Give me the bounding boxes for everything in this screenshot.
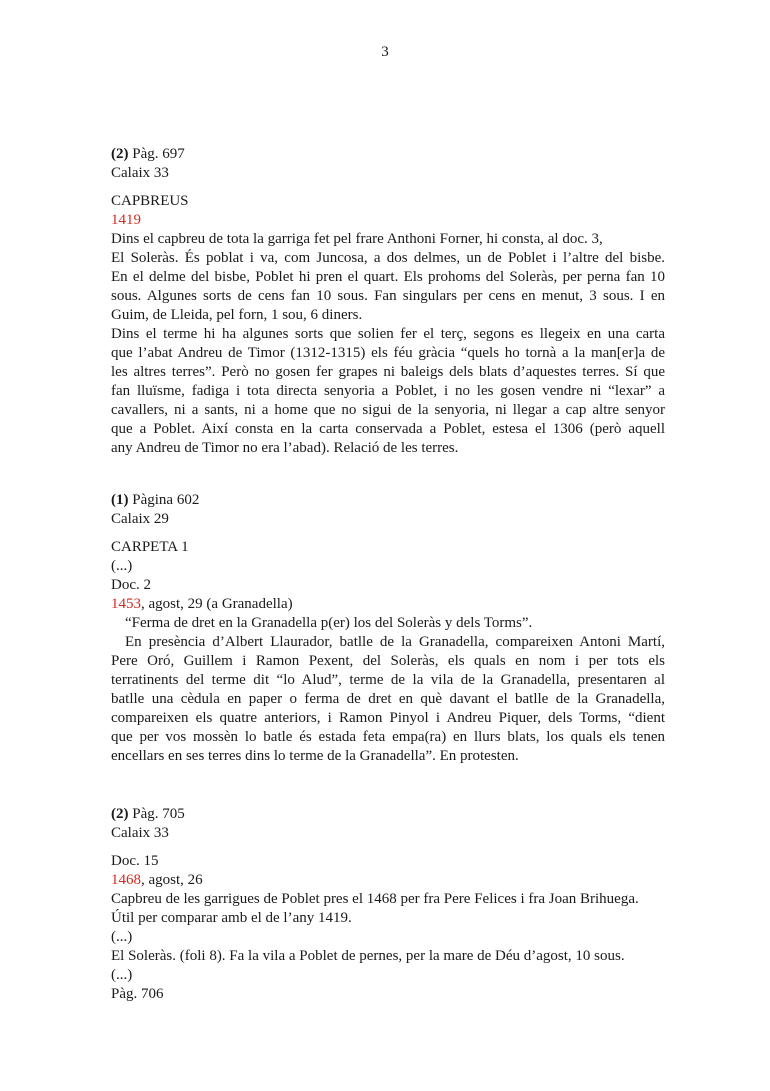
box-label: Calaix 33 [111, 825, 169, 841]
text-line: batlle una cèdula en paper o ferma de dret en què davant el batlle de la Granadella, [111, 691, 665, 707]
text-line: que per vos mossèn lo batle és estada feta empa(ra) en llurs blats, los quals els tenen [111, 729, 665, 745]
text-line: que a Poblet. Així consta en la carta conservada a Poblet, estesa el 1306 (però aquell [111, 421, 665, 437]
section-carpeta [111, 491, 665, 766]
text-line: Pere Oró, Guillem i Ramon Pexent, del Soleràs, els quals en nom i per tots els [111, 653, 665, 669]
text-line: Guim, de Lleida, pel forn, 1 sou, 6 diners. [111, 307, 363, 323]
text-line: cavallers, ni a sants, ni a home que no sigui de la senyoria, ni llegar a cap altre senyor [111, 402, 665, 418]
text-line: any Andreu de Timor no era l’abad). Relació de les terres. [111, 440, 459, 456]
page-reference: Pàg. 706 [111, 986, 164, 1002]
text-line: encellars en ses terres dins lo terme de la Granadella”. En protesten. [111, 748, 519, 764]
text-line: terratinents del terme dit “lo Alud”, terme de la vila de la Granadella, presentaren al [111, 672, 665, 688]
reference-line [111, 145, 665, 164]
reference-number: (2) [111, 146, 129, 162]
reference-number: (2) [111, 806, 129, 822]
year-label: 1419 [111, 212, 141, 228]
text-line: les altres terres”. Però no gosen fer grapes ni baleigs dels blats d’aquestes terres. Sí que [111, 364, 665, 380]
date-rest: , agost, 26 [141, 872, 203, 888]
text-line: El Soleràs. (foli 8). Fa la vila a Poblet de pernes, per la mare de Déu d’agost, 10 sous. [111, 948, 625, 964]
box-label: Calaix 33 [111, 165, 169, 181]
ellipsis: (...) [111, 558, 133, 574]
section-heading: CARPETA 1 [111, 539, 189, 555]
text-line: En el delme del bisbe, Poblet hi pren el quart. Els prohoms del Soleràs, per perna fan 10 [111, 269, 665, 285]
text-line: Útil per comparar amb el de l’any 1419. [111, 910, 352, 926]
reference-line [111, 805, 665, 824]
box-label: Calaix 29 [111, 511, 169, 527]
date-line [111, 595, 665, 614]
text-line: Dins el capbreu de tota la garriga fet pel frare Anthoni Forner, hi consta, al doc. 3, [111, 231, 603, 247]
year-label: 1453 [111, 596, 141, 612]
text-line: En presència d’Albert Llaurador, batlle de la Granadella, compareixen Antoni Martí, [125, 634, 665, 650]
reference-page: Pàg. 705 [128, 806, 185, 822]
section-heading: CAPBREUS [111, 193, 189, 209]
page-number: 3 [381, 44, 389, 60]
text-line: “Ferma de dret en la Granadella p(er) los del Soleràs y dels Torms”. [125, 615, 533, 631]
text-line: compareixen els quatre anteriors, i Ramon Pinyol i Andreu Piquer, dels Torms, “dient [111, 710, 665, 726]
ellipsis: (...) [111, 929, 133, 945]
date-rest: , agost, 29 (a Granadella) [141, 596, 293, 612]
ellipsis: (...) [111, 967, 133, 983]
reference-page: Pàgina 602 [128, 492, 200, 508]
doc-label: Doc. 15 [111, 853, 159, 869]
text-line: fan lluïsme, fadiga i tota directa senyoria a Poblet, i no les gosen vendre ni “lexar” a [111, 383, 665, 399]
section-capbreus [111, 145, 665, 458]
text-line: Capbreu de les garrigues de Poblet pres el 1468 per fra Pere Felices i fra Joan Brihuega. [111, 891, 639, 907]
text-line: sous. Algunes sorts de cens fan 10 sous. Fan singulars per cens en menut, 3 sous. I en [111, 288, 665, 304]
reference-line [111, 491, 665, 510]
doc-label: Doc. 2 [111, 577, 151, 593]
reference-page: Pàg. 697 [128, 146, 185, 162]
date-line [111, 871, 665, 890]
text-line: El Soleràs. És poblat i va, com Juncosa, a dos delmes, un de Poblet i l’altre del bisbe. [111, 250, 665, 266]
text-line: Dins el terme hi ha algunes sorts que solien fer el terç, segons es llegeix en una carta [111, 326, 665, 342]
text-line: que l’abat Andreu de Timor (1312-1315) els féu gràcia “quels ho tornà a la man[er]a de [111, 345, 665, 361]
reference-number: (1) [111, 492, 129, 508]
section-capbreu-1468 [111, 805, 665, 1004]
year-label: 1468 [111, 872, 141, 888]
